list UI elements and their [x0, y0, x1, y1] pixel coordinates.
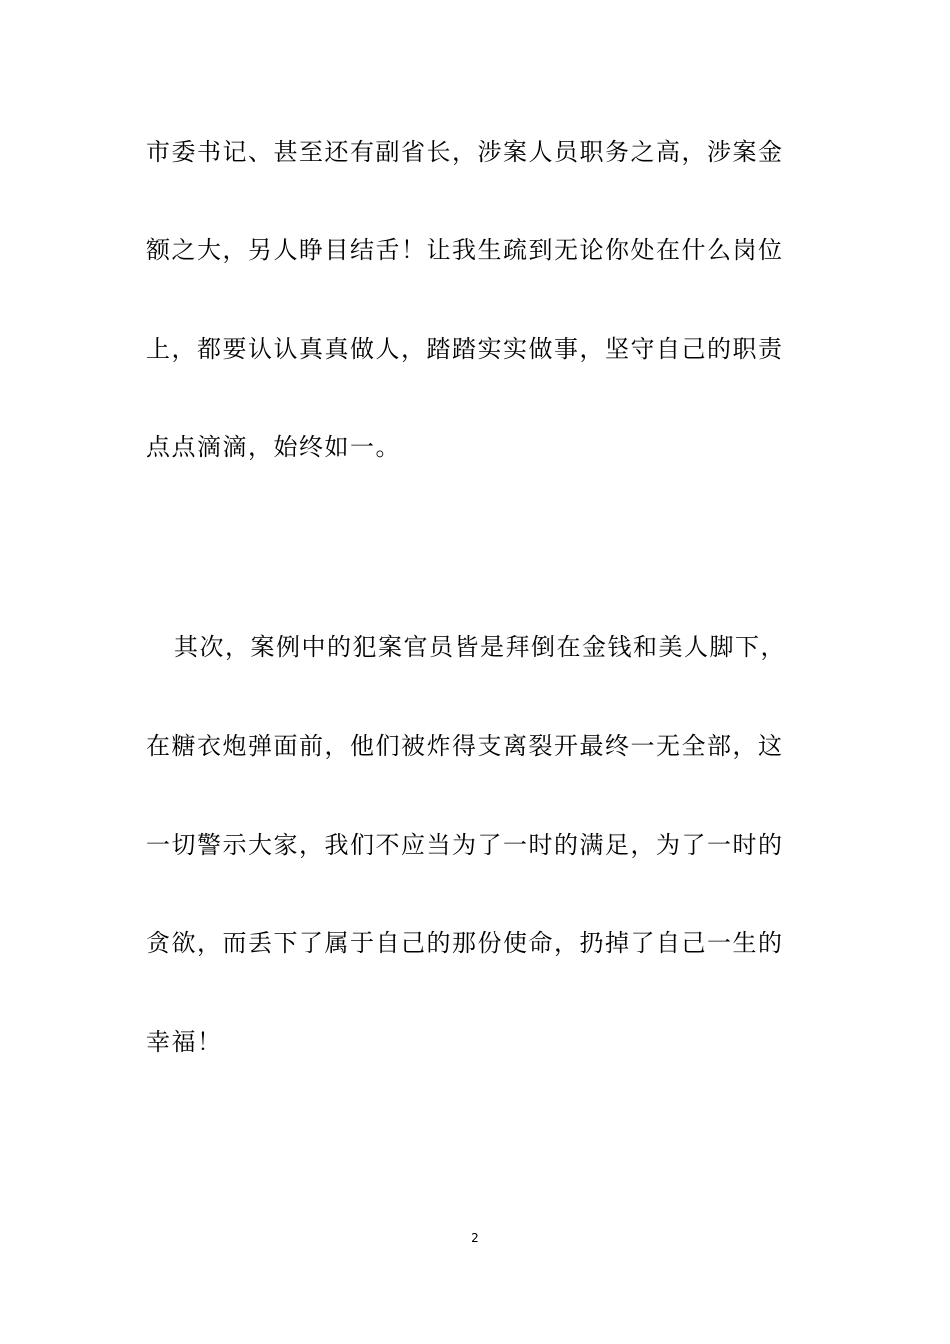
text-line: 其次，案例中的犯案官员皆是拜倒在金钱和美人脚下，: [174, 633, 786, 661]
text-line: 市委书记、甚至还有副省长，涉案人员职务之高，涉案金: [146, 138, 784, 166]
text-line: 点点滴滴，始终如一。: [146, 433, 401, 461]
text-line: 在糖衣炮弹面前，他们被炸得支离裂开最终一无全部，这: [146, 732, 784, 760]
page-number: 2: [471, 1231, 479, 1245]
text-line: 一切警示大家，我们不应当为了一时的满足，为了一时的: [146, 831, 784, 859]
text-line: 额之大，另人睁目结舌！让我生疏到无论你处在什么岗位: [146, 236, 784, 264]
text-line: 贪欲，而丢下了属于自己的那份使命，扔掉了自己一生的: [146, 929, 784, 957]
text-line: 上，都要认认真真做人，踏踏实实做事，坚守自己的职责: [146, 335, 784, 363]
text-line: 幸福！: [146, 1028, 223, 1056]
